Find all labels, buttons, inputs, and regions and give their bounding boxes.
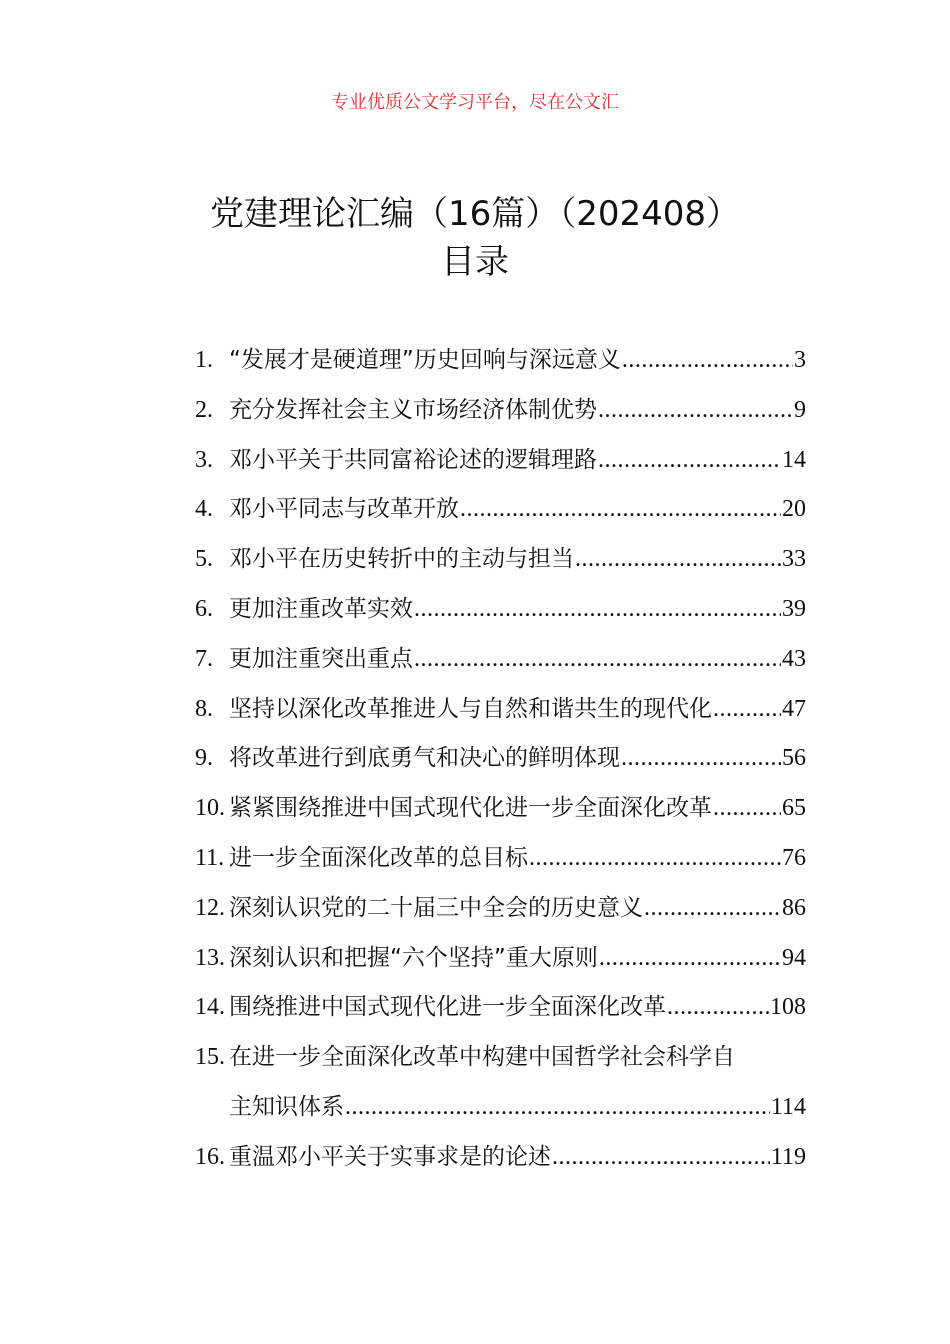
- leader-dots: [552, 1133, 770, 1183]
- entry-number: 14.: [195, 994, 225, 1021]
- leader-dots: [414, 635, 781, 685]
- leader-dots: [713, 784, 781, 834]
- entry-number: 11.: [195, 844, 225, 871]
- entry-number: 5.: [195, 546, 213, 573]
- leader-dots: [460, 485, 781, 535]
- entry-title: 在进一步全面深化改革中构建中国哲学社会科学自: [229, 1044, 735, 1071]
- entry-number: 3.: [195, 446, 213, 473]
- entry-page: 47: [782, 695, 806, 722]
- entry-title: 邓小平在历史转折中的主动与担当: [229, 546, 574, 573]
- document-title: [0, 190, 950, 286]
- toc-entry[interactable]: [195, 934, 806, 984]
- entry-page: 86: [782, 894, 806, 921]
- entry-title: 深刻认识和把握“六个坚持”重大原则: [229, 944, 598, 971]
- entry-number: 10.: [195, 795, 225, 822]
- entry-number: 16.: [195, 1143, 225, 1170]
- entry-page: 3: [794, 347, 806, 373]
- entry-page: 114: [770, 1093, 806, 1120]
- toc-entry[interactable]: [195, 585, 806, 635]
- watermark-banner: 专业优质公文学习平台，尽在公文汇: [331, 92, 619, 113]
- entry-number: 4.: [195, 496, 213, 523]
- entry-number: 12.: [195, 894, 225, 921]
- entry-title: “发展才是硬道理”历史回响与深远意义: [229, 347, 621, 373]
- leader-dots: [529, 834, 781, 884]
- entry-title-continued: 主知识体系: [229, 1093, 344, 1120]
- leader-dots: [575, 535, 781, 585]
- entry-title: 更加注重突出重点: [229, 645, 413, 672]
- leader-dots: [598, 386, 793, 436]
- entry-page: 43: [782, 645, 806, 672]
- leader-dots: [621, 734, 781, 784]
- leader-dots: [622, 336, 793, 386]
- entry-number: 13.: [195, 944, 225, 971]
- entry-title: 将改革进行到底勇气和决心的鲜明体现: [229, 745, 620, 772]
- toc-entry[interactable]: [195, 884, 806, 934]
- toc-entry[interactable]: [195, 336, 806, 386]
- entry-page: 94: [782, 944, 806, 971]
- toc-entry[interactable]: [195, 485, 806, 535]
- entry-page: 39: [782, 595, 806, 622]
- leader-dots: [644, 884, 781, 934]
- entry-title: 更加注重改革实效: [229, 595, 413, 622]
- leader-dots: [599, 934, 781, 984]
- toc-entry[interactable]: [195, 834, 806, 884]
- leader-dots: [345, 1083, 770, 1133]
- entry-page: 14: [782, 446, 806, 473]
- entry-page: 9: [794, 396, 806, 423]
- toc-entry[interactable]: [195, 685, 806, 735]
- toc-entry[interactable]: [195, 1133, 806, 1183]
- entry-title: 重温邓小平关于实事求是的论述: [229, 1143, 551, 1170]
- toc-entry[interactable]: [195, 535, 806, 585]
- leader-dots: [598, 436, 781, 486]
- entry-number: 7.: [195, 645, 213, 672]
- entry-number: 9.: [195, 745, 213, 772]
- toc-entry[interactable]: [195, 734, 806, 784]
- entry-title: 邓小平关于共同富裕论述的逻辑理路: [229, 446, 597, 473]
- entry-title: 坚持以深化改革推进人与自然和谐共生的现代化: [229, 695, 712, 722]
- entry-page: 76: [782, 844, 806, 871]
- entry-title: 进一步全面深化改革的总目标: [229, 844, 528, 871]
- entry-number: 15.: [195, 1044, 225, 1071]
- leader-dots: [713, 685, 781, 735]
- entry-page: 56: [782, 745, 806, 772]
- entry-page: 108: [770, 994, 806, 1021]
- table-of-contents: [195, 336, 806, 1183]
- entry-title: 邓小平同志与改革开放: [229, 496, 459, 523]
- toc-heading: 目录: [441, 242, 509, 282]
- title-line: 党建理论汇编（16篇）（202408）: [209, 194, 741, 234]
- entry-number: 1.: [195, 347, 213, 373]
- entry-number: 6.: [195, 595, 213, 622]
- toc-entry[interactable]: [195, 983, 806, 1033]
- entry-title: 紧紧围绕推进中国式现代化进一步全面深化改革: [229, 795, 712, 822]
- toc-entry[interactable]: [195, 635, 806, 685]
- entry-title: 围绕推进中国式现代化进一步全面深化改革: [229, 994, 666, 1021]
- toc-entry[interactable]: [195, 1033, 806, 1083]
- toc-entry[interactable]: [195, 436, 806, 486]
- leader-dots: [414, 585, 781, 635]
- toc-entry[interactable]: [195, 386, 806, 436]
- entry-page: 119: [770, 1143, 806, 1170]
- entry-number: 2.: [195, 396, 213, 423]
- entry-page: 33: [782, 546, 806, 573]
- entry-page: 65: [782, 795, 806, 822]
- entry-title: 充分发挥社会主义市场经济体制优势: [229, 396, 597, 423]
- entry-number: 8.: [195, 695, 213, 722]
- leader-dots: [667, 983, 769, 1033]
- entry-page: 20: [782, 496, 806, 523]
- entry-title: 深刻认识党的二十届三中全会的历史意义: [229, 894, 643, 921]
- toc-entry[interactable]: [195, 784, 806, 834]
- toc-entry-continued[interactable]: [195, 1083, 806, 1133]
